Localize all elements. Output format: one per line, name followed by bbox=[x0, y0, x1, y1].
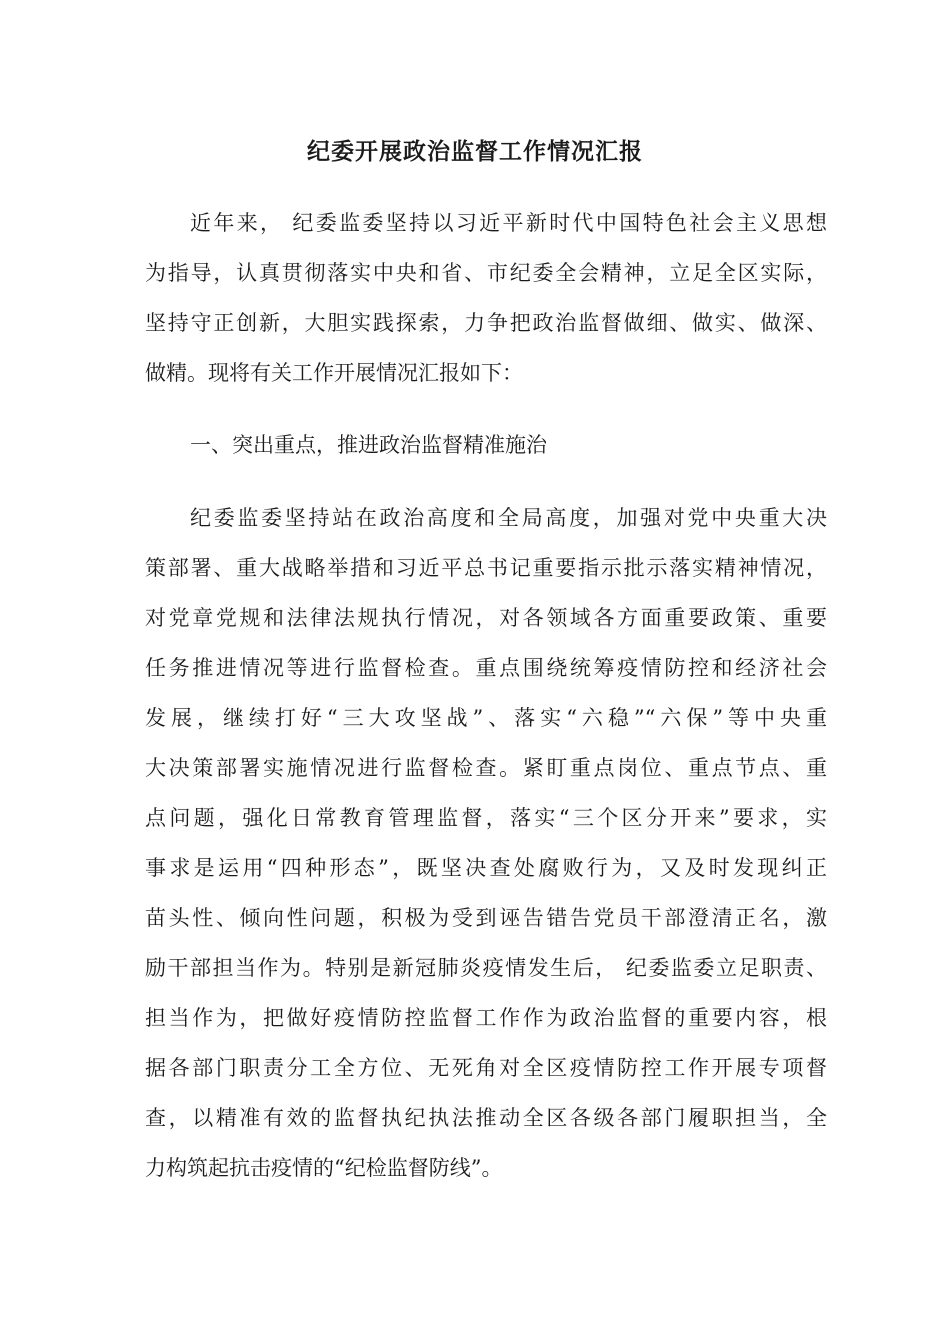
intro-line: 做精。现将有关工作开展情况汇报如下： bbox=[145, 361, 523, 385]
body-line: 纪委监委坚持站在政治高度和全局高度，加强对党中央重大决 bbox=[190, 506, 827, 530]
body-line: 励干部担当作为。特别是新冠肺炎疫情发生后， 纪委监委立足职责、 bbox=[145, 956, 827, 980]
body-line: 任务推进情况等进行监督检查。重点围绕统筹疫情防控和经济社会 bbox=[145, 656, 827, 680]
section-heading: 一、突出重点，推进政治监督精准施治 bbox=[190, 433, 547, 457]
body-line: 担当作为，把做好疫情防控监督工作作为政治监督的重要内容，根 bbox=[145, 1006, 827, 1030]
body-line: 大决策部署实施情况进行监督检查。紧盯重点岗位、重点节点、重 bbox=[145, 756, 827, 780]
intro-line: 近年来， 纪委监委坚持以习近平新时代中国特色社会主义思想 bbox=[190, 211, 827, 235]
body-line: 力构筑起抗击疫情的“纪检监督防线”。 bbox=[145, 1156, 503, 1180]
body-line: 苗头性、倾向性问题，积极为受到诬告错告党员干部澄清正名，激 bbox=[145, 906, 827, 930]
body-line: 据各部门职责分工全方位、无死角对全区疫情防控工作开展专项督 bbox=[145, 1056, 827, 1080]
body-line: 点问题，强化日常教育管理监督，落实“三个区分开来”要求，实 bbox=[145, 806, 827, 830]
intro-line: 为指导，认真贯彻落实中央和省、市纪委全会精神，立足全区实际， bbox=[145, 261, 827, 285]
body-line: 发展，继续打好“三大攻坚战”、落实“六稳”“六保”等中央重 bbox=[145, 706, 827, 730]
body-line: 事求是运用“四种形态”，既坚决查处腐败行为，又及时发现纠正 bbox=[145, 856, 827, 880]
document-title: 纪委开展政治监督工作情况汇报 bbox=[307, 138, 643, 165]
intro-line: 坚持守正创新，大胆实践探索，力争把政治监督做细、做实、做深、 bbox=[145, 311, 827, 335]
body-line: 策部署、重大战略举措和习近平总书记重要指示批示落实精神情况， bbox=[145, 556, 827, 580]
body-line: 对党章党规和法律法规执行情况，对各领域各方面重要政策、重要 bbox=[145, 606, 827, 630]
body-line: 查，以精准有效的监督执纪执法推动全区各级各部门履职担当，全 bbox=[145, 1106, 827, 1130]
